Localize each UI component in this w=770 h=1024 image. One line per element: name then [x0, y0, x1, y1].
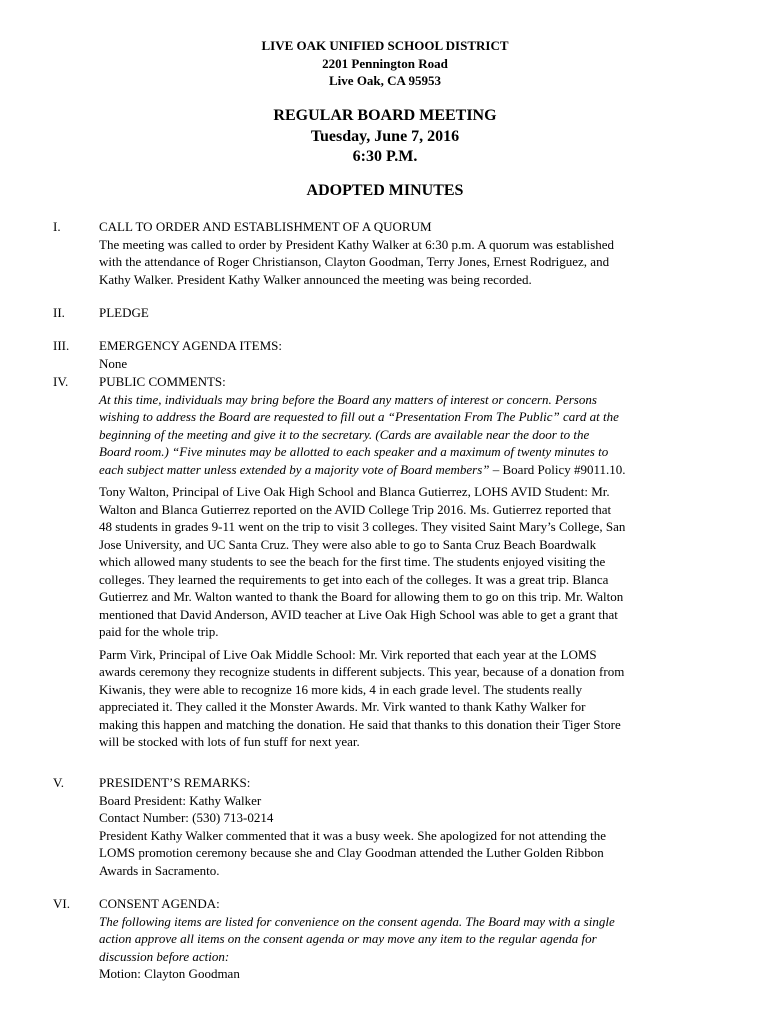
text-line: awards ceremony they recognize students in different subjects. This year, because of a donation from	[99, 664, 625, 679]
section-number: I.	[53, 219, 61, 234]
text-line: President Kathy Walker commented that it was a busy week. She apologized for not attending the	[99, 827, 607, 843]
text-line: The meeting was called to order by President Kathy Walker at 6:30 p.m. A quorum was established	[99, 236, 614, 252]
italic-line: beginning of the meeting and give it to the secretary. (Cards are available near the door to the	[99, 426, 590, 442]
text-line: LOMS promotion ceremony because she and Clay Goodman attended the Luther Golden Ribbon	[99, 845, 604, 860]
text-line: paid for the whole trip.	[99, 624, 219, 639]
meeting-time: 6:30 P.M.	[352, 148, 418, 165]
italic-line: action approve all items on the consent agenda or may move any item to the regular agenda for	[99, 931, 597, 946]
district-name: LIVE OAK UNIFIED SCHOOL DISTRICT	[261, 38, 509, 53]
section-number: II.	[53, 305, 65, 320]
text-line: Walton and Blanca Gutierrez reported on the AVID College Trip 2016. Ms. Gutierrez reported that	[99, 501, 612, 517]
section-number: IV.	[53, 374, 69, 389]
italic-line: The following items are listed for convenience on the consent agenda. The Board may with a single	[99, 913, 615, 929]
meeting-date: Tuesday, June 7, 2016	[310, 127, 460, 145]
italic-line: each subject matter unless extended by a majority vote of Board members”	[99, 461, 490, 477]
text-line: mentioned that David Anderson, AVID teacher at Live Oak High School was able to get a grant that	[99, 606, 618, 622]
section-title: PLEDGE	[99, 305, 149, 320]
text-line: Awards in Sacramento.	[99, 862, 220, 878]
text-line: Parm Virk, Principal of Live Oak Middle School: Mr. Virk reported that each year at the LOMS	[99, 646, 597, 662]
district-header	[0, 37, 770, 90]
district-street: 2201 Pennington Road	[322, 55, 448, 71]
text-line: Tony Walton, Principal of Live Oak High School and Blanca Gutierrez, LOHS AVID Student: Mr.	[99, 484, 610, 499]
italic-line: wishing to address the Board are requested to fill out a “Presentation From The Public” card at the	[99, 409, 619, 424]
section-title: CALL TO ORDER AND ESTABLISHMENT OF A QUORUM	[99, 219, 432, 234]
text-line: Board President: Kathy Walker	[99, 792, 262, 808]
text-line: colleges. They learned the requirements to get into each of the colleges. It was a great trip. Blanca	[99, 571, 609, 587]
text-line: which allowed many students to see the beach for the first time. The students enjoyed visiting the	[99, 554, 606, 569]
text-line: Kiwanis, they were able to recognize 16 more kids, 4 in each grade level. The students really	[99, 681, 583, 697]
document-status: ADOPTED MINUTES	[306, 182, 464, 199]
text-line: Contact Number: (530) 713-0214	[99, 810, 274, 825]
text-line: Kathy Walker. President Kathy Walker announced the meeting was being recorded.	[99, 271, 532, 287]
district-city: Live Oak, CA 95953	[329, 73, 441, 88]
italic-line: Board room.) “Five minutes may be allotted to each speaker and a maximum of twenty minutes to	[99, 444, 609, 459]
italic-line: discussion before action:	[99, 948, 230, 964]
text-line: Gutierrez and Mr. Walton wanted to thank the Board for allowing them to go on this trip. Mr. Walton	[99, 589, 624, 604]
text-line: making this happen and matching the donation. He said that thanks to this donation their Tiger Store	[99, 716, 621, 732]
section-title: EMERGENCY AGENDA ITEMS:	[99, 338, 282, 353]
section-title: PRESIDENT’S REMARKS:	[99, 775, 251, 790]
section-title: CONSENT AGENDA:	[99, 896, 220, 911]
text-line: 48 students in grades 9-11 went on the trip to visit 3 colleges. They visited Saint Mary’s College, San	[99, 519, 626, 534]
text-line: will be stocked with lots of fun stuff for next year.	[99, 734, 360, 749]
meeting-header	[0, 106, 770, 168]
section-content: None	[99, 355, 128, 371]
section-number: III.	[53, 338, 70, 353]
section-number: VI.	[53, 896, 70, 911]
motion-line: Motion: Clayton Goodman	[99, 966, 240, 981]
text-line: Jose University, and UC Santa Cruz. They were also able to go to Santa Cruz Beach Boardwalk	[99, 536, 597, 552]
text-line: with the attendance of Roger Christianson, Clayton Goodman, Terry Jones, Ernest Rodriguez, and	[99, 254, 610, 269]
policy-reference: – Board Policy #9011.10.	[489, 461, 626, 477]
section-number: V.	[53, 775, 64, 790]
meeting-type: REGULAR BOARD MEETING	[273, 107, 497, 124]
section-title: PUBLIC COMMENTS:	[99, 374, 226, 389]
text-line: appreciated it. They called it the Monster Awards. Mr. Virk wanted to thank Kathy Walker for	[99, 699, 586, 714]
italic-line: At this time, individuals may bring before the Board any matters of interest or concern. Persons	[99, 391, 597, 407]
